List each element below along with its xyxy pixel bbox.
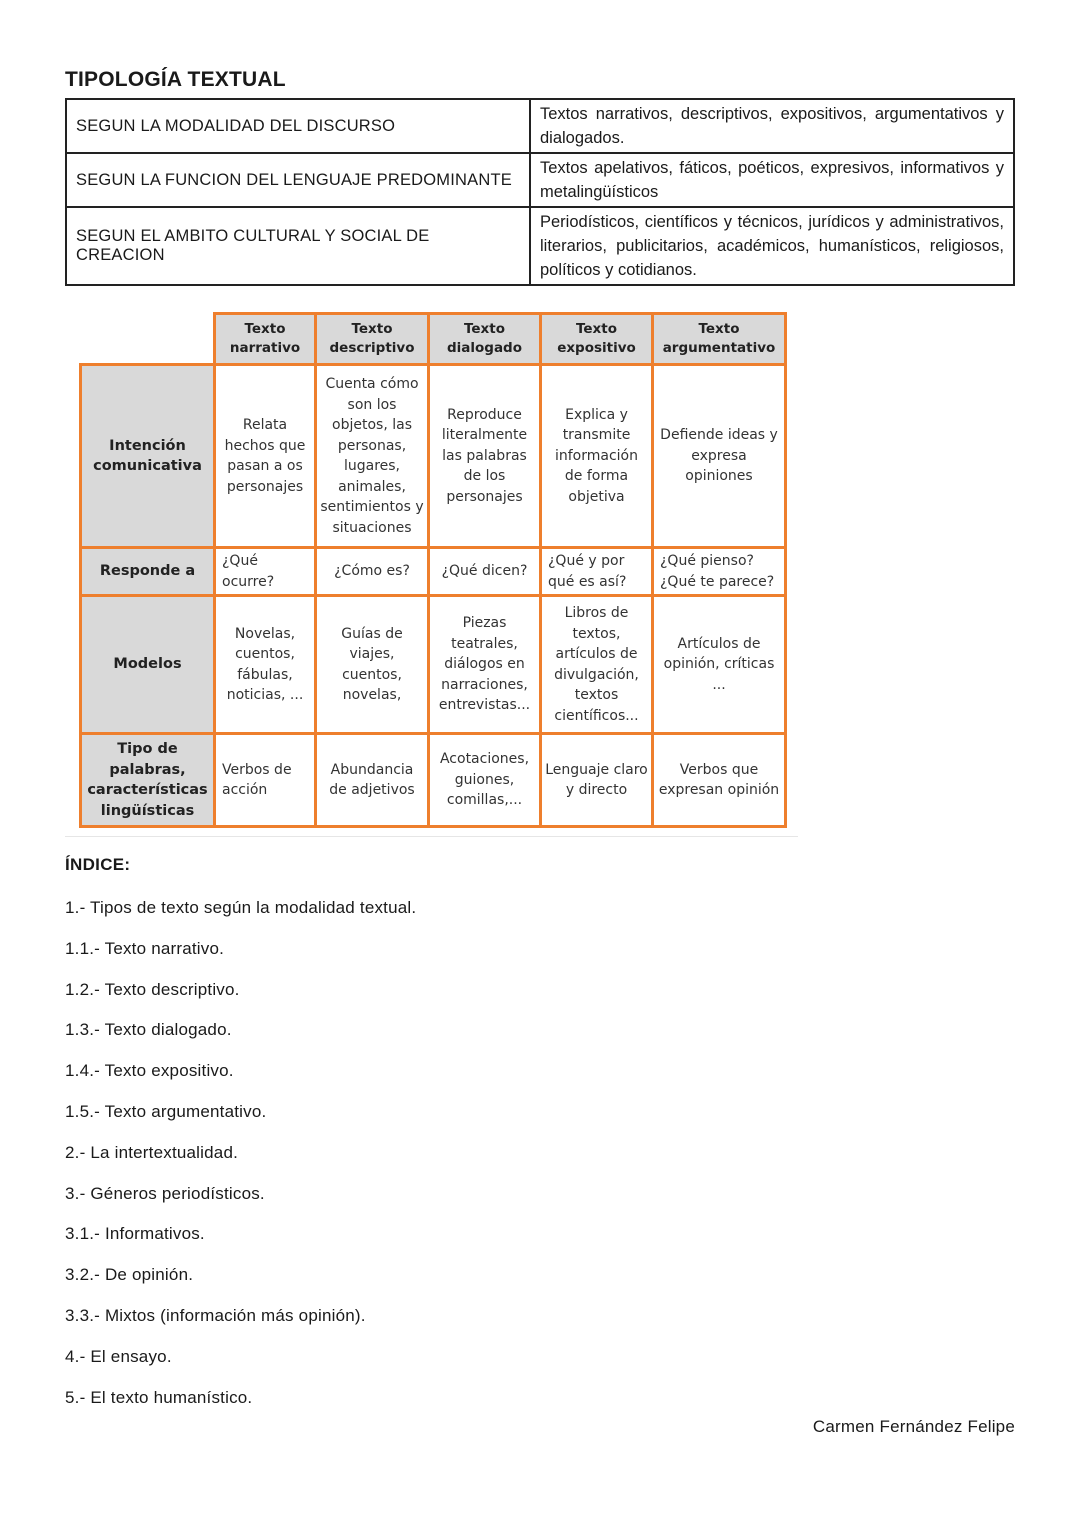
typology-cell: Piezas teatrales, diálogos en narraciones, entrevistas...: [429, 596, 541, 734]
typology-cell: Abundancia de adjetivos: [316, 734, 429, 827]
typology-cell: ¿Qué dicen?: [429, 548, 541, 596]
modality-types: Textos narrativos, descriptivos, expositivos, argumentativos y dialogados.: [530, 99, 1014, 153]
index-item: 3.- Géneros periodísticos.: [65, 1183, 265, 1203]
document-title: TIPOLOGÍA TEXTUAL: [65, 68, 286, 91]
typology-table: [79, 312, 787, 828]
modality-table: [65, 98, 1015, 286]
typology-cell: ¿Qué ocurre?: [215, 548, 316, 596]
typology-cell: Guías de viajes, cuentos, novelas,: [316, 596, 429, 734]
typology-figure: [65, 302, 798, 837]
column-header: Texto expositivo: [541, 314, 653, 365]
typology-row: [81, 734, 786, 827]
row-header: Tipo de palabras, características lingüísticas: [81, 734, 215, 827]
index-item: 1.2.- Texto descriptivo.: [65, 979, 240, 999]
corner-blank: [81, 314, 215, 365]
index-item: 1.5.- Texto argumentativo.: [65, 1101, 267, 1121]
typology-cell: Novelas, cuentos, fábulas, noticias, ...: [215, 596, 316, 734]
row-header: Responde a: [81, 548, 215, 596]
typology-cell: ¿Qué y por qué es así?: [541, 548, 653, 596]
typology-row: [81, 365, 786, 548]
index-item: 1.4.- Texto expositivo.: [65, 1061, 234, 1081]
typology-cell: Cuenta cómo son los objetos, las personas, lugares, animales, sentimientos y situaciones: [316, 365, 429, 548]
column-header: Texto narrativo: [215, 314, 316, 365]
typology-cell: Reproduce literalmente las palabras de los personajes: [429, 365, 541, 548]
modality-criterion: SEGUN LA MODALIDAD DEL DISCURSO: [66, 99, 530, 153]
index-item: 1.- Tipos de texto según la modalidad textual.: [65, 898, 417, 917]
typology-cell: ¿Cómo es?: [316, 548, 429, 596]
index-item: 2.- La intertextualidad.: [65, 1142, 239, 1162]
index-list: [65, 897, 416, 1427]
index-item: 1.1.- Texto narrativo.: [65, 938, 225, 958]
modality-types: Textos apelativos, fáticos, poéticos, expresivos, informativos y metalingüísticos: [530, 153, 1014, 207]
index-item: 3.3.- Mixtos (información más opinión).: [65, 1305, 366, 1325]
modality-criterion: SEGUN EL AMBITO CULTURAL Y SOCIAL DE CREACION: [66, 207, 530, 285]
typology-cell: Artículos de opinión, críticas ...: [653, 596, 786, 734]
index-item: 4.- El ensayo.: [65, 1346, 172, 1366]
modality-criterion: SEGUN LA FUNCION DEL LENGUAJE PREDOMINANTE: [66, 153, 530, 207]
typology-row: [81, 596, 786, 734]
modality-row: [66, 99, 1014, 153]
modality-types: Periodísticos, científicos y técnicos, jurídicos y administrativos, literarios, publicitarios, académicos, humanísticos, religiosos, políticos y cotidianos.: [530, 207, 1014, 285]
typology-cell: Verbos de acción: [215, 734, 316, 827]
typology-cell: Libros de textos, artículos de divulgación, textos científicos...: [541, 596, 653, 734]
column-header: Texto descriptivo: [316, 314, 429, 365]
typology-cell: Defiende ideas y expresa opiniones: [653, 365, 786, 548]
index-item: 1.3.- Texto dialogado.: [65, 1020, 232, 1040]
index-item: 5.- El texto humanístico.: [65, 1387, 253, 1407]
typology-cell: Relata hechos que pasan a os personajes: [215, 365, 316, 548]
author-name: Carmen Fernández Felipe: [812, 1417, 1015, 1436]
modality-row: [66, 153, 1014, 207]
column-header: Texto argumentativo: [653, 314, 786, 365]
typology-cell: Verbos que expresan opinión: [653, 734, 786, 827]
typology-row: [81, 548, 786, 596]
typology-cell: Explica y transmite información de forma objetiva: [541, 365, 653, 548]
row-header: Modelos: [81, 596, 215, 734]
row-header: Intención comunicativa: [81, 365, 215, 548]
column-header: Texto dialogado: [429, 314, 541, 365]
typology-cell: Acotaciones, guiones, comillas,...: [429, 734, 541, 827]
typology-cell: Lenguaje claro y directo: [541, 734, 653, 827]
typology-cell: ¿Qué pienso? ¿Qué te parece?: [653, 548, 786, 596]
modality-row: [66, 207, 1014, 285]
index-item: 3.2.- De opinión.: [65, 1265, 194, 1285]
typology-header-row: [81, 314, 786, 365]
index-title: ÍNDICE:: [65, 855, 131, 874]
index-item: 3.1.- Informativos.: [65, 1224, 205, 1244]
